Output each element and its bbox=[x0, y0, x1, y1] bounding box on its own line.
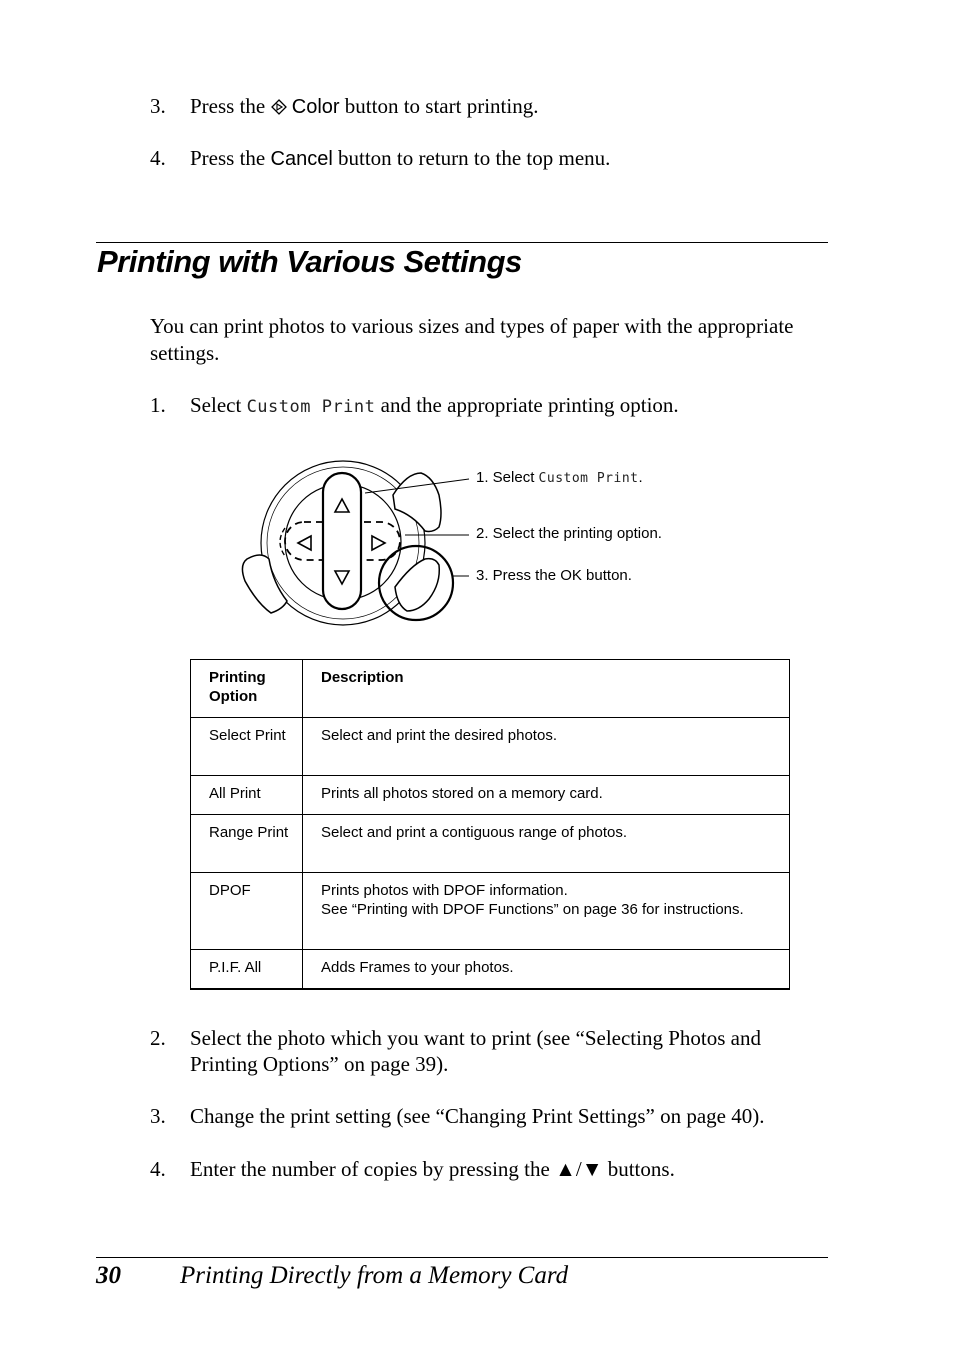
column-header-option: Printing Option bbox=[191, 660, 303, 718]
step-text: Change the print setting (see “Changing Print Settings” on page 40). bbox=[190, 1104, 765, 1128]
callout-select-option: 2. Select the printing option. bbox=[476, 525, 662, 542]
step-text: and the appropriate printing option. bbox=[380, 393, 679, 417]
callout-select-custom-print: 1. Select Custom Print. bbox=[476, 469, 643, 486]
control-panel-diagram bbox=[235, 455, 705, 635]
custom-print-menu-label: Custom Print bbox=[246, 397, 376, 417]
cancel-button-label: Cancel bbox=[270, 148, 333, 170]
step-number: 1. bbox=[150, 393, 166, 417]
section-intro: You can print photos to various sizes and types of paper with the appropriate settings. bbox=[150, 314, 794, 365]
step-text: Press the bbox=[190, 94, 266, 118]
description-cell: Prints all photos stored on a memory card. bbox=[303, 776, 790, 815]
step-text: button to start printing. bbox=[344, 94, 539, 118]
heading-rule bbox=[96, 242, 828, 243]
description-cell: Select and print the desired photos. bbox=[303, 718, 790, 776]
option-cell: All Print bbox=[191, 776, 303, 815]
arrow-up-icon bbox=[333, 497, 351, 515]
table-row bbox=[191, 873, 790, 950]
footer-rule bbox=[96, 1257, 828, 1258]
arrow-down-icon bbox=[333, 568, 351, 586]
table-row bbox=[191, 718, 790, 776]
step-text: Select bbox=[190, 393, 242, 417]
arrow-left-icon bbox=[296, 534, 314, 552]
step-text: Select the photo which you want to print (see “Selecting Photos and Printing Options” on page 39). bbox=[190, 1026, 761, 1076]
callout-press-ok: 3. Press the OK button. bbox=[476, 567, 632, 584]
column-header-description: Description bbox=[303, 660, 790, 718]
description-line: See “Printing with DPOF Functions” on page 36 for instructions. bbox=[321, 901, 744, 918]
color-button-label: Color bbox=[291, 96, 340, 118]
step-number: 3. bbox=[150, 1104, 166, 1128]
section-title: Printing with Various Settings bbox=[97, 244, 522, 279]
step-number: 4. bbox=[150, 1157, 166, 1181]
step-text: Press the bbox=[190, 146, 266, 170]
step-text: Enter the number of copies by pressing the ▲/▼ buttons. bbox=[190, 1157, 675, 1181]
step-number: 4. bbox=[150, 146, 166, 170]
step-number: 2. bbox=[150, 1026, 166, 1050]
arrow-right-icon bbox=[369, 534, 387, 552]
page-number: 30 bbox=[96, 1262, 121, 1289]
option-cell: Select Print bbox=[191, 718, 303, 776]
description-cell bbox=[303, 873, 790, 950]
step-number: 3. bbox=[150, 94, 166, 118]
description-line: Prints photos with DPOF information. bbox=[321, 882, 568, 899]
option-cell: DPOF bbox=[191, 873, 303, 950]
table-header-row bbox=[191, 660, 790, 718]
table-row bbox=[191, 776, 790, 815]
step-text: button to return to the top menu. bbox=[338, 146, 611, 170]
running-footer-title: Printing Directly from a Memory Card bbox=[180, 1262, 569, 1289]
option-cell: Range Print bbox=[191, 815, 303, 873]
description-cell: Adds Frames to your photos. bbox=[303, 950, 790, 989]
diamond-start-icon bbox=[271, 99, 287, 115]
option-cell: P.I.F. All bbox=[191, 950, 303, 989]
printing-options-table bbox=[190, 659, 790, 990]
table-row bbox=[191, 815, 790, 873]
table-row bbox=[191, 950, 790, 989]
description-cell: Select and print a contiguous range of photos. bbox=[303, 815, 790, 873]
